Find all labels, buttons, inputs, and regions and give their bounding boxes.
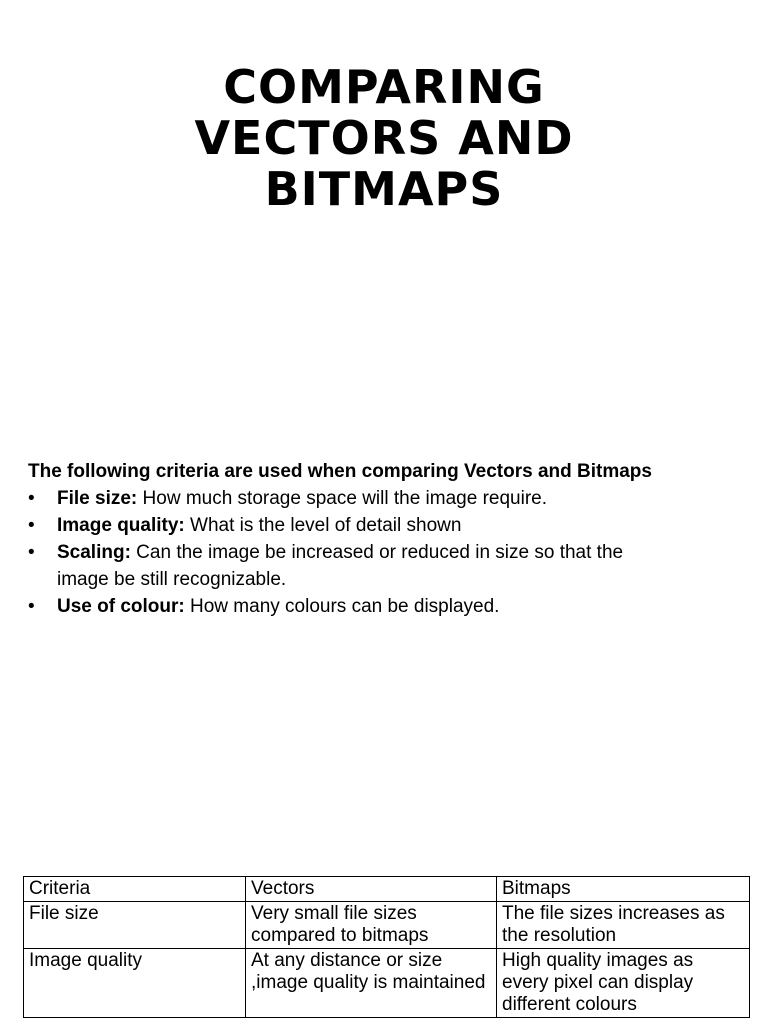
table-cell: The file sizes increases as the resolution (497, 902, 750, 949)
bullet-icon: • (28, 488, 35, 509)
table-row (24, 902, 750, 949)
table-cell: At any distance or size ,image quality is maintained (246, 949, 497, 1018)
criteria-term: Scaling: (57, 542, 131, 563)
table-header-cell: Vectors (246, 877, 497, 902)
criteria-description: How much storage space will the image require. (137, 488, 547, 509)
table-cell: Very small file sizes compared to bitmaps (246, 902, 497, 949)
criteria-list (28, 485, 728, 620)
criteria-description: How many colours can be displayed. (184, 596, 500, 617)
criteria-intro: The following criteria are used when comparing Vectors and Bitmaps (28, 461, 652, 482)
bullet-icon: • (28, 542, 35, 563)
title-line: BITMAPS (264, 162, 504, 216)
comparison-table (23, 876, 750, 1018)
criteria-description: Can the image be increased or reduced in size so that the image be still recognizable. (57, 542, 624, 590)
criteria-item-image-quality (28, 512, 657, 539)
table-cell: High quality images as every pixel can display different colours (497, 949, 750, 1018)
criteria-item-use-of-colour (28, 593, 657, 620)
bullet-icon: • (28, 515, 35, 536)
title-line: VECTORS AND (194, 111, 574, 165)
criteria-item-scaling (28, 539, 657, 593)
title-line: COMPARING (223, 60, 545, 114)
table-cell: Image quality (24, 949, 246, 1018)
page-title (0, 62, 768, 215)
table-header-cell: Criteria (24, 877, 246, 902)
table-header-row (24, 877, 750, 902)
table-cell: File size (24, 902, 246, 949)
table-header-cell: Bitmaps (497, 877, 750, 902)
criteria-description: What is the level of detail shown (184, 515, 462, 536)
criteria-term: File size: (57, 488, 138, 509)
criteria-term: Use of colour: (57, 596, 185, 617)
criteria-section (28, 458, 728, 620)
criteria-item-file-size (28, 485, 657, 512)
criteria-term: Image quality: (57, 515, 185, 536)
bullet-icon: • (28, 596, 35, 617)
table-row (24, 949, 750, 1018)
